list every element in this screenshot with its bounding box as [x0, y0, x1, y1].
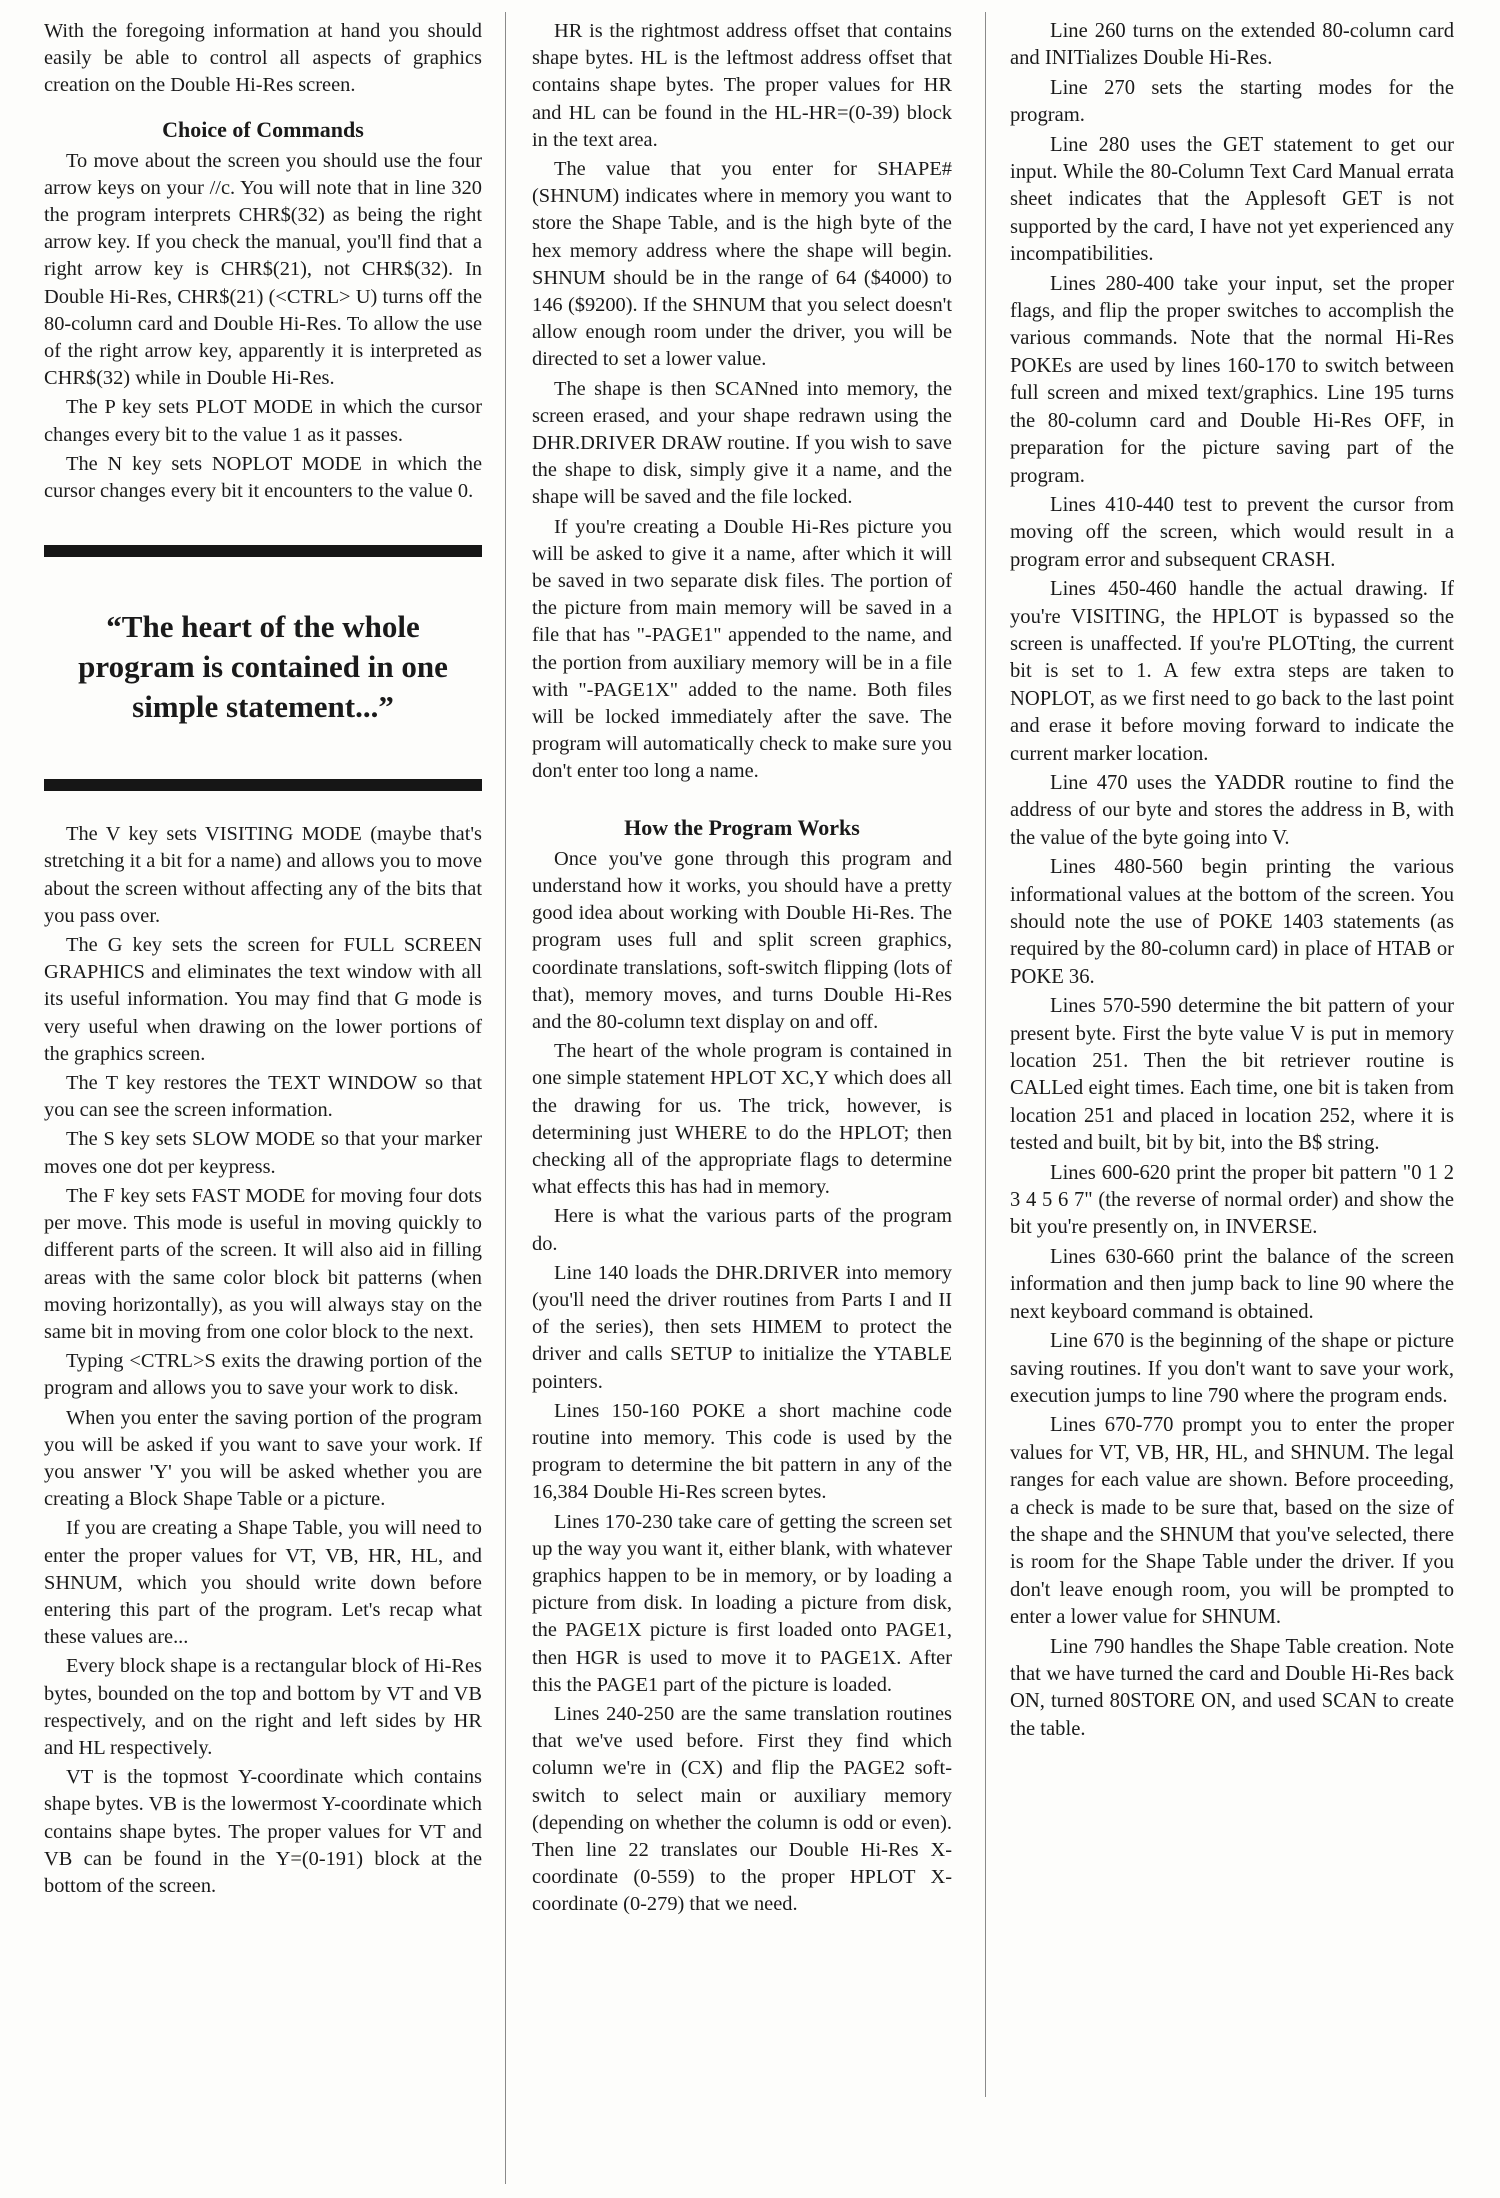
pull-quote	[44, 545, 482, 791]
paragraph: The heart of the whole program is contained in one simple statement HPLOT XC,Y which does all the drawing for us. The trick, however, is determining just WHERE to do the HPLOT; then checking all of the appropriate flags to determine what effects this has had in memory.	[532, 1040, 952, 1199]
paragraph: If you are creating a Shape Table, you will need to enter the proper values for VT, VB, HR, HL, and SHNUM, which you should write down before entering this part of the program. Let's recap what these values are...	[44, 1517, 482, 1649]
paragraph: Typing <CTRL>S exits the drawing portion of the program and allows you to save your work to disk.	[44, 1350, 482, 1400]
pull-quote-top-bar	[44, 545, 482, 557]
paragraph: Lines 410-440 test to prevent the cursor from moving off the screen, which would result in a program error and subsequent CRASH.	[1010, 493, 1454, 571]
pull-quote-text: “The heart of the whole program is contained in one simple statement...”	[78, 609, 448, 725]
paragraph: Lines 150-160 POKE a short machine code routine into memory. This code is used by the program to determine the bit pattern in any of the 16,384 Double Hi-Res screen bytes.	[532, 1399, 952, 1504]
column-left	[44, 18, 482, 1902]
paragraph: With the foregoing information at hand you should easily be able to control all aspects of graphics creation on the Double Hi-Res screen.	[44, 20, 482, 97]
paragraph: HR is the rightmost address offset that contains shape bytes. HL is the leftmost address offset that contains shape bytes. The proper values for HR and HL can be found in the HL-HR=(0-39) block in the text area.	[532, 20, 952, 151]
section-heading: Choice of Commands	[162, 116, 364, 142]
paragraph: Line 140 loads the DHR.DRIVER into memory (you'll need the driver routines from Parts I and II of the series), then sets HIMEM to protect the driver and calls SETUP to initialize the YTABLE pointers.	[532, 1261, 952, 1393]
paragraph: Once you've gone through this program and understand how it works, you should have a pretty good idea about working with Double Hi-Res. The program uses full and split screen graphics, coordinate translations, soft-switch flipping (lots of that), memory moves, and turns Double Hi-Res and the 80-column text display on and off.	[532, 847, 952, 1033]
paragraph: To move about the screen you should use the four arrow keys on your //c. You will note that in line 320 the program interprets CHR$(32) as being the right arrow key. If you check the manual, you'll find that a right arrow key is CHR$(21), not CHR$(32). In Double Hi-Res, CHR$(21) (<CTRL> U) turns off the 80-column card and Double Hi-Res. To allow the use of the right arrow key, apparently it is interpreted as CHR$(32) while in Double Hi-Res.	[44, 149, 482, 390]
paragraph: Lines 600-620 print the proper bit pattern "0 1 2 3 4 5 6 7" (the reverse of normal order) and show the bit you're presently on, in INVERSE.	[1010, 1161, 1454, 1239]
paragraph: Lines 570-590 determine the bit pattern of your present byte. First the byte value V is put in memory location 251. Then the bit retriever routine is CALLed eight times. Each time, one bit is taken from location 251 and placed in location 252, where it is tested and built, bit by bit, into the B$ string.	[1010, 995, 1454, 1155]
column-middle	[532, 18, 952, 1921]
paragraph: Line 790 handles the Shape Table creation. Note that we have turned the card and Double Hi-Res back ON, turned 80STORE ON, and used SCAN to create the table.	[1010, 1635, 1454, 1740]
section-heading: How the Program Works	[624, 814, 860, 840]
paragraph: The G key sets the screen for FULL SCREEN GRAPHICS and eliminates the text window with all its useful information. You may find that G mode is very useful when drawing on the lower portions of the graphics screen.	[44, 934, 482, 1065]
paragraph: Line 670 is the beginning of the shape or picture saving routines. If you don't want to save your work, execution jumps to line 790 where the program ends.	[1010, 1330, 1454, 1407]
paragraph: Line 280 uses the GET statement to get our input. While the 80-Column Text Card Manual errata sheet indicates that the Applesoft GET is not supported by the card, I have not yet experienced any incompatibilities.	[1010, 133, 1454, 266]
paragraph: The value that you enter for SHAPE# (SHNUM) indicates where in memory you want to store the Shape Table, and is the high byte of the hex memory address where the shape will begin. SHNUM should be in the range of 64 ($4000) to 146 ($9200). If the SHNUM that you select doesn't allow enough room under the driver, you will be directed to set a lower value.	[532, 158, 952, 371]
paragraph: Lines 240-250 are the same translation routines that we've used before. First they find which column we're in (CX) and flip the PAGE2 soft-switch to select main or auxiliary memory (depending on whether the column is odd or even). Then line 22 translates our Double Hi-Res X-coordinate (0-559) to the proper HPLOT X-coordinate (0-279) that we need.	[532, 1702, 952, 1916]
column-right	[1010, 18, 1454, 1745]
paragraph: Here is what the various parts of the program do.	[532, 1205, 952, 1255]
paragraph: Lines 670-770 prompt you to enter the proper values for VT, VB, HR, HL, and SHNUM. The legal ranges for each value are shown. Before proceeding, a check is made to be sure that, based on the size of the shape and the SHNUM that you've selected, there is room for the Shape Table under the driver. If you don't leave enough room, you will be prompted to enter a lower value for SHNUM.	[1010, 1414, 1454, 1629]
paragraph: Lines 630-660 print the balance of the screen information and then jump back to line 90 where the next keyboard command is obtained.	[1010, 1245, 1454, 1323]
paragraph: Lines 480-560 begin printing the various informational values at the bottom of the screen. You should note the use of POKE 1403 statements (as required by the 80-column card) in place of HTAB or POKE 36.	[1010, 856, 1454, 988]
paragraph: Lines 280-400 take your input, set the proper flags, and flip the proper switches to accomplish the various commands. Note that the normal Hi-Res POKEs are used by lines 160-170 to switch between full screen and mixed text/graphics. Line 195 turns the 80-column card and Double Hi-Res OFF, in preparation for the picture saving part of the program.	[1010, 272, 1454, 487]
paragraph: The V key sets VISITING MODE (maybe that's stretching it a bit for a name) and allows you to move about the screen without affecting any of the bits that you pass over.	[44, 823, 482, 927]
pull-quote-bottom-bar	[44, 779, 482, 791]
paragraph: VT is the topmost Y-coordinate which contains shape bytes. VB is the lowermost Y-coordinate which contains shape bytes. The proper values for VT and VB can be found in the Y=(0-191) block at the bottom of the screen.	[44, 1766, 482, 1897]
paragraph: Line 270 sets the starting modes for the program.	[1010, 76, 1454, 127]
paragraph: When you enter the saving portion of the program you will be asked if you want to save your work. If you answer 'Y' you will be asked whether you are creating a Block Shape Table or a picture.	[44, 1406, 482, 1511]
paragraph: Line 470 uses the YADDR routine to find the address of our byte and stores the address in B, with the value of the byte going into V.	[1010, 771, 1454, 849]
paragraph: If you're creating a Double Hi-Res picture you will be asked to give it a name, after which it will be saved in two separate disk files. The portion of the picture from main memory will be saved in a file that has "-PAGE1" appended to the name, and the portion from auxiliary memory will be in a file with "-PAGE1X" added to the name. Both files will be locked immediately after the save. The program will automatically check to make sure you don't enter too long a name.	[532, 515, 952, 783]
paragraph: The F key sets FAST MODE for moving four dots per move. This mode is useful in moving quickly to different parts of the screen. It will also aid in filling areas with the same color block bit patterns (when moving horizontally), as you will always stay on the same bit in moving from one color block to the next.	[44, 1184, 482, 1343]
paragraph: The shape is then SCANned into memory, the screen erased, and your shape redrawn using the DHR.DRIVER DRAW routine. If you wish to save the shape to disk, simply give it a name, and the shape will be saved and the file locked.	[532, 377, 952, 509]
paragraph: Every block shape is a rectangular block of Hi-Res bytes, bounded on the top and bottom by VT and VB respectively, and on the right and left sides by HR and HL respectively.	[44, 1655, 482, 1759]
paragraph: Lines 450-460 handle the actual drawing. If you're VISITING, the HPLOT is bypassed so the screen is unaffected. If you're PLOTting, the current bit is set to 1. A few extra steps are taken to NOPLOT, as we first need to go back to the last point and erase it before moving forward to indicate the current marker location.	[1010, 578, 1454, 765]
column-rule-right	[985, 12, 986, 2097]
column-rule-left	[505, 12, 506, 2184]
paragraph: The S key sets SLOW MODE so that your marker moves one dot per keypress.	[44, 1128, 482, 1178]
paragraph: The P key sets PLOT MODE in which the cursor changes every bit to the value 1 as it passes.	[44, 396, 482, 446]
paragraph: The T key restores the TEXT WINDOW so that you can see the screen information.	[44, 1072, 482, 1122]
paragraph: Line 260 turns on the extended 80-column card and INITializes Double Hi-Res.	[1010, 20, 1454, 70]
paragraph: The N key sets NOPLOT MODE in which the cursor changes every bit it encounters to the value 0.	[44, 452, 482, 503]
paragraph: Lines 170-230 take care of getting the screen set up the way you want it, either blank, with whatever graphics happen to be in memory, or by loading a picture from disk. In loading a picture from disk, the PAGE1X picture is first loaded onto PAGE1, then HGR is used to move it to PAGE1X. After this the PAGE1 part of the picture is loaded.	[532, 1510, 952, 1696]
